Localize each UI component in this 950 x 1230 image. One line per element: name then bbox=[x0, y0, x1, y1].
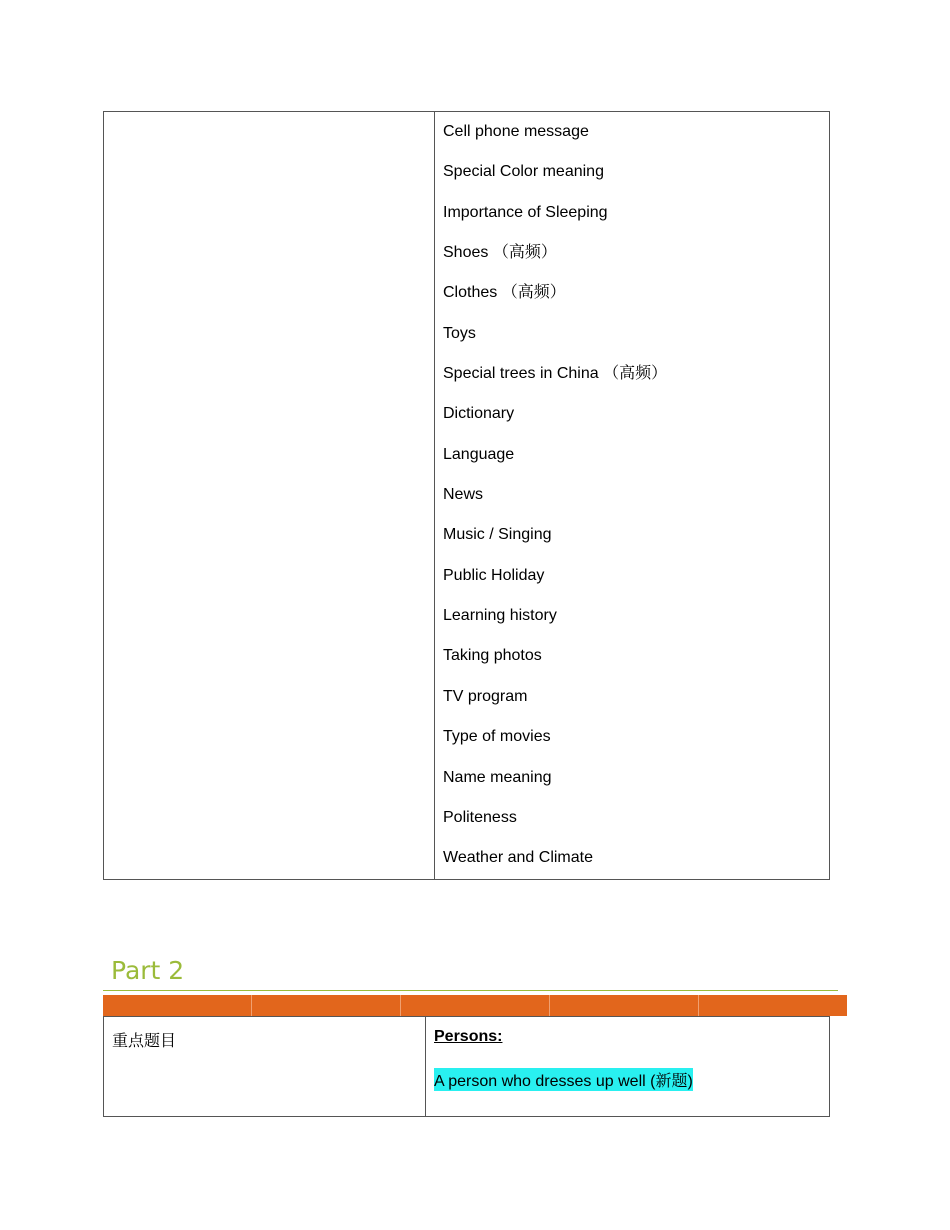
key-topics-label: 重点题目 bbox=[112, 1031, 177, 1050]
table-header-bar bbox=[103, 995, 847, 1016]
topic-item: Shoes （高频） bbox=[443, 244, 557, 262]
topic-item: Language bbox=[443, 445, 515, 463]
topic-item: Toys bbox=[443, 324, 476, 342]
topic-item: Type of movies bbox=[443, 728, 551, 746]
header-cell bbox=[252, 995, 401, 1016]
column-divider bbox=[434, 112, 435, 879]
topic-item: Weather and Climate bbox=[443, 849, 593, 867]
topic-item: Name meaning bbox=[443, 768, 552, 786]
topic-list bbox=[443, 123, 667, 890]
topic-item: TV program bbox=[443, 687, 528, 705]
topic-item: Music / Singing bbox=[443, 526, 552, 544]
topic-item: Learning history bbox=[443, 607, 557, 625]
persons-category-label: Persons: bbox=[434, 1028, 503, 1045]
header-cell bbox=[550, 995, 699, 1016]
topic-item: Special Color meaning bbox=[443, 163, 604, 181]
topic-item: Cell phone message bbox=[443, 123, 589, 140]
topics-table bbox=[103, 111, 830, 880]
key-topics-table bbox=[103, 1016, 830, 1117]
column-divider bbox=[425, 1017, 426, 1116]
topic-item: Taking photos bbox=[443, 647, 542, 665]
topic-item: Dictionary bbox=[443, 405, 515, 423]
topic-item: News bbox=[443, 486, 484, 504]
header-cell bbox=[103, 995, 252, 1016]
header-cell bbox=[401, 995, 550, 1016]
topic-item: Clothes （高频） bbox=[443, 284, 566, 302]
header-cell bbox=[699, 995, 847, 1016]
highlighted-topic: A person who dresses up well (新题) bbox=[434, 1068, 693, 1091]
section-heading: Part 2 bbox=[111, 956, 185, 985]
topic-item: Special trees in China （高频） bbox=[443, 365, 668, 383]
topic-item: Politeness bbox=[443, 808, 517, 826]
topic-item: Public Holiday bbox=[443, 566, 545, 584]
heading-rule bbox=[103, 990, 838, 991]
topic-item: Importance of Sleeping bbox=[443, 203, 608, 221]
